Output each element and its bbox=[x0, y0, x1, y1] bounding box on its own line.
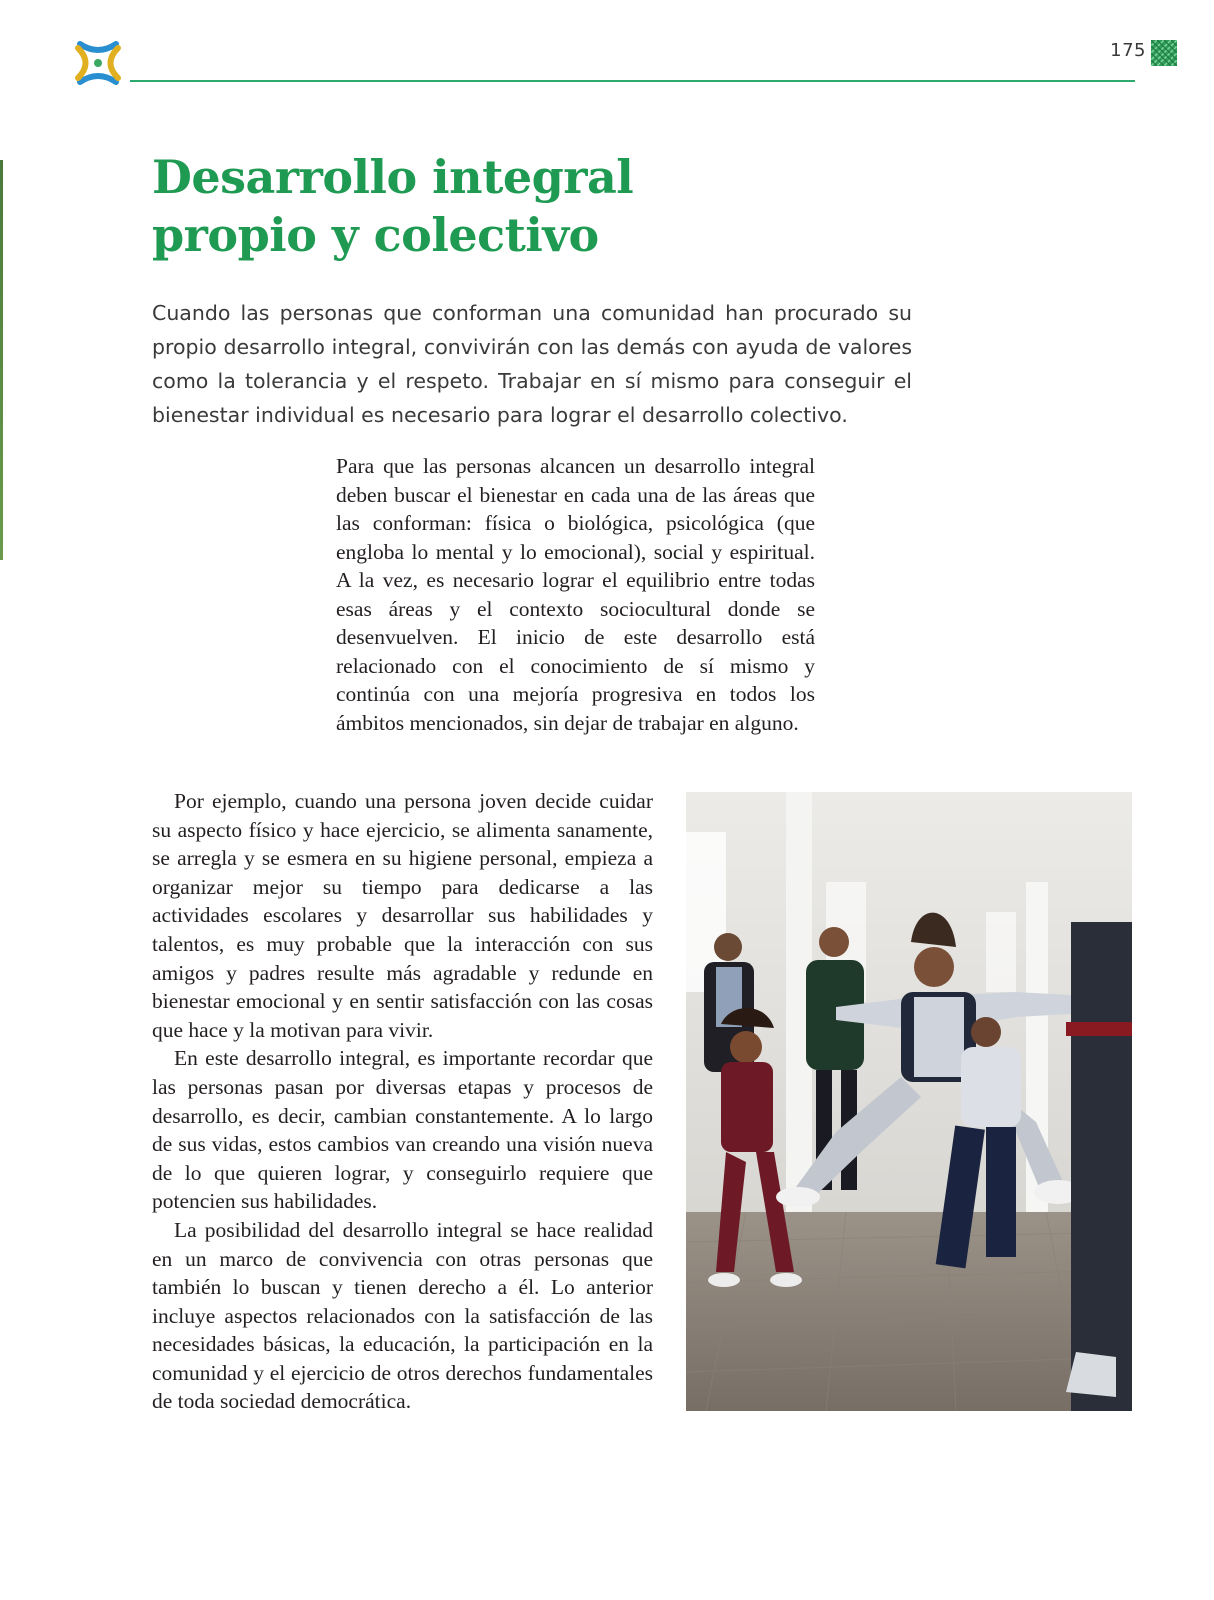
students-jumping-photo bbox=[686, 792, 1132, 1411]
title-line-2: propio y colectivo bbox=[152, 208, 599, 262]
body-paragraph-2: En este desarrollo integral, es importante recordar que las personas pasan por diversas etapas y procesos de desarrollo, es decir, cambian constantemente. A lo largo de sus vidas, estos cambios van creando una visión nueva de lo que quieren lograr, y conseguirlo requiere que potencien sus habilidades. bbox=[152, 1046, 653, 1214]
page-edge-strip bbox=[0, 160, 3, 560]
header-rule bbox=[130, 80, 1135, 82]
page-number: 175 bbox=[1110, 40, 1146, 61]
people-knot-logo-icon bbox=[72, 38, 124, 88]
highlight-paragraph: Para que las personas alcancen un desarrollo integral deben buscar el bienestar en cada una de las áreas que las conforman: física o biológica, psicológica (que engloba lo mental y lo emocional), social y espiritual. A la vez, es necesario lograr el equilibrio entre todas esas áreas y el contexto sociocultural donde se desenvuelven. El inicio de este desarrollo está relacionado con el conocimiento de sí mismo y continúa con una mejoría progresiva en todos los ámbitos mencionados, sin dejar de trabajar en alguno. bbox=[336, 454, 815, 735]
body-paragraph-3: La posibilidad del desarrollo integral se hace realidad en un marco de convivencia con otras personas que también lo buscan y tienen derecho a él. Lo anterior incluye aspectos relacionados con la satisfacción de las necesidades básicas, la educación, la participación en la comunidad y el ejercicio de otros derechos fundamentales de toda sociedad democrática. bbox=[152, 1217, 653, 1414]
title-line-1: Desarrollo integral bbox=[152, 150, 634, 204]
body-paragraph-1: Por ejemplo, cuando una persona joven decide cuidar su aspecto físico y hace ejercicio, se alimenta sanamente, se arregla y se esmera en su higiene personal, empieza a organizar mejor su tiempo para dedicarse a las actividades escolares y desarrollar sus habilidades y talentos, es muy probable que la interacción con sus amigos y padres resulte más agradable y redunde en bienestar emocional y en sentir satisfacción con las cosas que hace y la motivan para vivir. bbox=[152, 789, 653, 1042]
intro-paragraph: Cuando las personas que conforman una comunidad han procurado su propio desarrollo integral, convivirán con las demás con ayuda de valores como la tolerancia y el respeto. Trabajar en sí mismo para conseguir el bienestar individual es necesario para lograr el desarrollo colectivo. bbox=[152, 301, 912, 427]
page-title bbox=[152, 148, 852, 264]
body-column bbox=[152, 787, 653, 1416]
green-pattern-icon bbox=[1151, 40, 1177, 66]
